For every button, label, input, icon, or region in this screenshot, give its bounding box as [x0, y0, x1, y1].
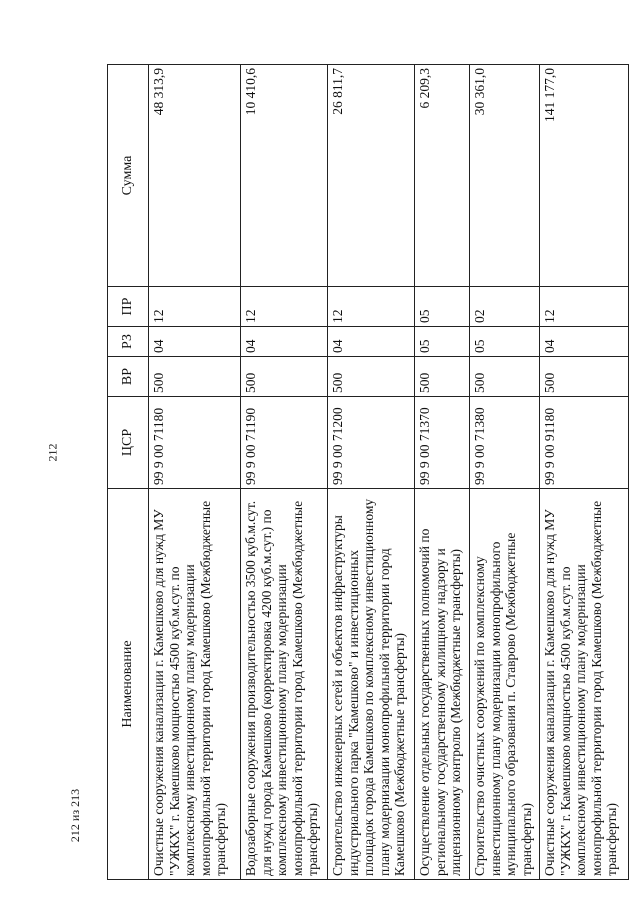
- cell-pr: 12: [328, 287, 415, 327]
- cell-csr: 99 9 00 71380: [470, 397, 540, 489]
- cell-name: Осуществление отдельных государственных полномочий по региональному государственному жилищному надзору и лицензионному контролю (Межбюджетные трансферты): [415, 489, 470, 880]
- budget-table: [107, 64, 629, 880]
- cell-name: Очистные сооружения канализации г. Камешково для нужд МУ "УЖКХ" г. Камешково мощностью 4500 куб.м.сут. по комплексному инвестиционному плану модернизации монопрофильной территории город Камешково (Межбюджетные трансферты): [149, 489, 241, 880]
- page-footer: 212 из 213: [68, 788, 83, 843]
- cell-rz: 05: [470, 327, 540, 357]
- cell-sum: 10 410,6: [241, 65, 328, 287]
- cell-sum: 6 209,3: [415, 65, 470, 287]
- cell-rz: 04: [540, 327, 629, 357]
- cell-name: Очистные сооружения канализации г. Камешково для нужд МУ "УЖКХ" г. Камешково мощностью 4500 куб.м.сут. по комплексному инвестиционному плану модернизации монопрофильной территории город Камешково (Межбюджетные трансферты): [540, 489, 629, 880]
- page-number: 212: [45, 443, 60, 462]
- cell-rz: 04: [241, 327, 328, 357]
- cell-vr: 500: [149, 357, 241, 397]
- cell-vr: 500: [241, 357, 328, 397]
- header-vr: ВР: [108, 357, 149, 397]
- header-sum: Сумма: [108, 65, 149, 287]
- table-row: [149, 65, 241, 880]
- cell-pr: 05: [415, 287, 470, 327]
- table-row: [241, 65, 328, 880]
- cell-pr: 12: [540, 287, 629, 327]
- cell-sum: 48 313,9: [149, 65, 241, 287]
- cell-csr: 99 9 00 71180: [149, 397, 241, 489]
- cell-sum: 141 177,0: [540, 65, 629, 287]
- cell-vr: 500: [540, 357, 629, 397]
- cell-vr: 500: [328, 357, 415, 397]
- table-row: [415, 65, 470, 880]
- cell-sum: 30 361,0: [470, 65, 540, 287]
- header-pr: ПР: [108, 287, 149, 327]
- cell-csr: 99 9 00 91180: [540, 397, 629, 489]
- cell-vr: 500: [415, 357, 470, 397]
- cell-csr: 99 9 00 71200: [328, 397, 415, 489]
- table-row: [328, 65, 415, 880]
- cell-pr: 12: [149, 287, 241, 327]
- cell-csr: 99 9 00 71370: [415, 397, 470, 489]
- table-row: [470, 65, 540, 880]
- cell-rz: 04: [149, 327, 241, 357]
- budget-table-sheet: [107, 65, 619, 880]
- table-header-row: [108, 65, 149, 880]
- table-row: [540, 65, 629, 880]
- cell-name: Строительство очистных сооружений по комплексному инвестиционному плану модернизации монопрофильного муниципального образования п. Ставрово (Межбюджетные трансферты): [470, 489, 540, 880]
- cell-name: Строительство инженерных сетей и объектов инфраструктуры индустриального парка "Камешково" и инвестиционных площадок города Камешково по комплексному инвестиционному плану модернизации монопрофильной территории город Камешково (Межбюджетные трансферты): [328, 489, 415, 880]
- cell-name: Водозаборные сооружения производительностью 3500 куб.м.сут. для нужд города Камешково (корректировка 4200 куб.м.сут.) по комплексному инвестиционному плану модернизации монопрофильной территории город Камешково (Межбюджетные трансферты): [241, 489, 328, 880]
- cell-rz: 05: [415, 327, 470, 357]
- header-rz: РЗ: [108, 327, 149, 357]
- cell-pr: 12: [241, 287, 328, 327]
- rotated-table-container: [107, 65, 619, 880]
- cell-pr: 02: [470, 287, 540, 327]
- header-name: Наименование: [108, 489, 149, 880]
- header-csr: ЦСР: [108, 397, 149, 489]
- cell-vr: 500: [470, 357, 540, 397]
- cell-csr: 99 9 00 71190: [241, 397, 328, 489]
- cell-rz: 04: [328, 327, 415, 357]
- cell-sum: 26 811,7: [328, 65, 415, 287]
